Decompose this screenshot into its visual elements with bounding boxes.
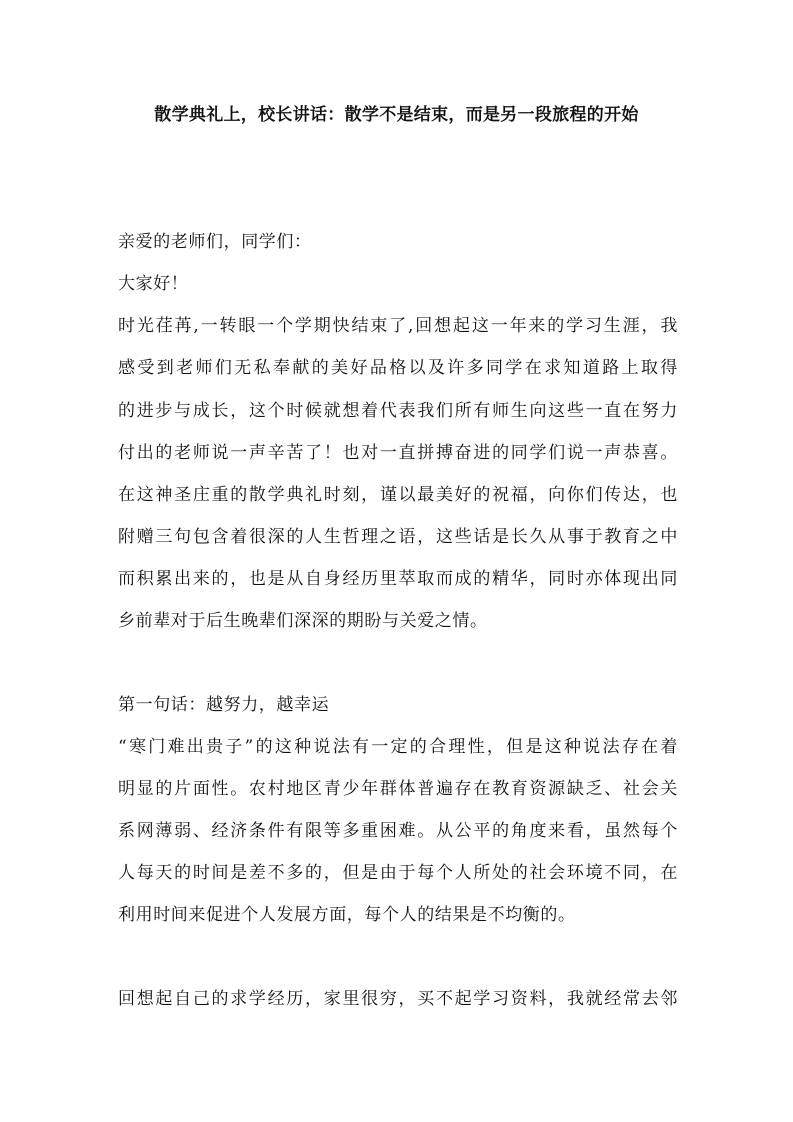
paragraph-line: 乡前辈对于后生晚辈们深深的期盼与关爱之情。 xyxy=(118,611,488,631)
paragraph-line: 的进步与成长，这个时候就想着代表我们所有师生向这些一直在努力 xyxy=(118,401,678,421)
paragraph-line: 而积累出来的，也是从自身经历里萃取而成的精华，同时亦体现出同 xyxy=(118,569,678,589)
paragraph-line: 时光荏苒,一转眼一个学期快结束了,回想起这一年来的学习生涯，我 xyxy=(118,316,678,336)
document-title: 散学典礼上，校长讲话：散学不是结束，而是另一段旅程的开始 xyxy=(154,105,639,125)
paragraph-line: “寒门难出贵子”的这种说法有一定的合理性，但是这种说法存在着 xyxy=(118,737,678,757)
paragraph-line: 付出的老师说一声辛苦了！也对一直拼搏奋进的同学们说一声恭喜。 xyxy=(118,443,678,463)
paragraph-line: 系网薄弱、经济条件有限等多重困难。从公平的角度来看，虽然每个 xyxy=(118,821,678,841)
paragraph-line: 亲爱的老师们，同学们： xyxy=(118,232,312,252)
paragraph-line: 利用时间来促进个人发展方面，每个人的结果是不均衡的。 xyxy=(118,905,576,925)
paragraph-line: 人每天的时间是差不多的，但是由于每个人所处的社会环境不同，在 xyxy=(118,863,678,883)
paragraph-line: 感受到老师们无私奉献的美好品格以及许多同学在求知道路上取得 xyxy=(118,358,678,378)
paragraph-line: 第一句话：越努力，越幸运 xyxy=(118,695,330,715)
paragraph-line: 明显的片面性。农村地区青少年群体普遍存在教育资源缺乏、社会关 xyxy=(118,779,678,799)
paragraph-line: 回想起自己的求学经历，家里很穷，买不起学习资料，我就经常去邻 xyxy=(118,989,678,1009)
paragraph-line: 附赠三句包含着很深的人生哲理之语，这些话是长久从事于教育之中 xyxy=(118,527,678,547)
paragraph-line: 大家好！ xyxy=(118,274,189,294)
paragraph-line: 在这神圣庄重的散学典礼时刻，谨以最美好的祝福，向你们传达，也 xyxy=(118,485,678,505)
